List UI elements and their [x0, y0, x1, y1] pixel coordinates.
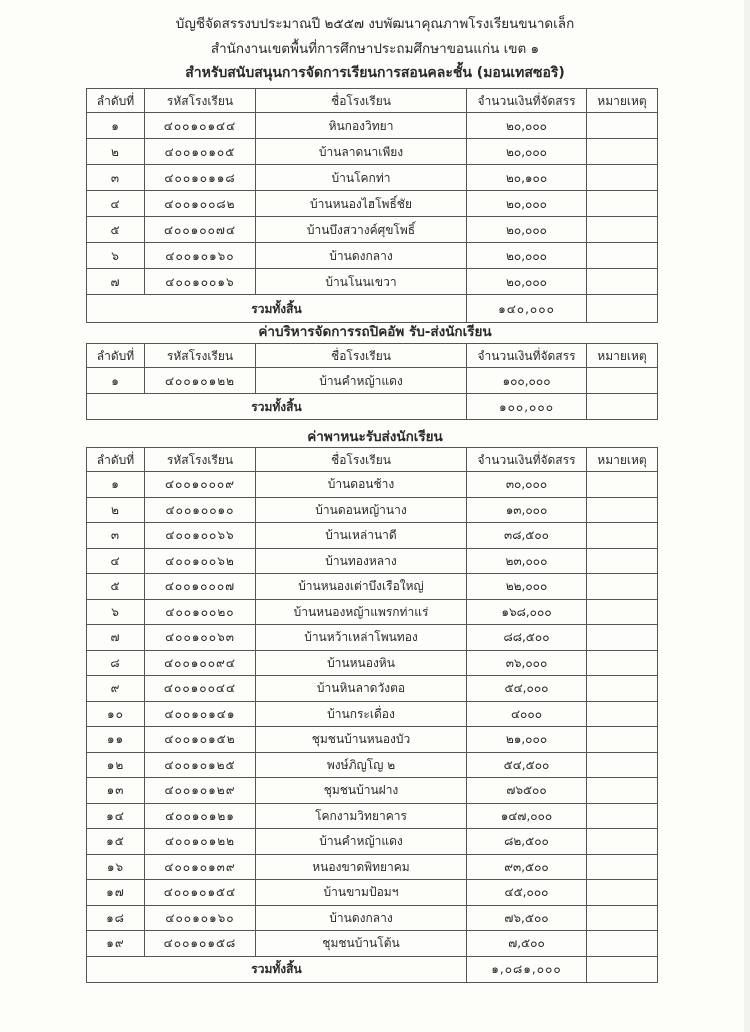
school-name: บ้านหว้าเหล่าโพนทอง [256, 625, 467, 651]
school-name: บ้านดงกลาง [256, 243, 467, 269]
school-name: หนองขาดพิทยาคม [256, 854, 467, 880]
school-name: บ้านหนองไฮโพธิ์ชัย [256, 191, 467, 217]
row-number: ๖ [87, 243, 145, 269]
col-header-note: หมายเหตุ [587, 89, 658, 113]
school-name: บ้านหนองหญ้าแพรกท่าแร่ [256, 599, 467, 625]
col-header-amount: จำนวนเงินที่จัดสรร [467, 448, 587, 472]
amount: ๕๔,๕๐๐ [467, 752, 587, 778]
school-name: ชุมชนบ้านหนองบัว [256, 727, 467, 753]
col-header-name: ชื่อโรงเรียน [256, 89, 467, 113]
row-number: ๑ [87, 368, 145, 394]
school-name: บ้านทองหลาง [256, 548, 467, 574]
school-code: ๔๐๐๑๐๑๔๔ [145, 113, 256, 139]
table-header-row [87, 344, 658, 368]
section1-title: สำหรับสนับสนุนการจัดการเรียนการสอนคละชั้น (มอนเทสซอริ) [185, 65, 565, 81]
note [587, 905, 658, 931]
table-total-row [87, 956, 658, 982]
row-number: ๔ [87, 191, 145, 217]
school-code: ๔๐๐๑๐๑๒๙ [145, 778, 256, 804]
total-amount: ๑๐๐,๐๐๐ [467, 394, 587, 420]
school-code: ๔๐๐๑๐๐๑๖ [145, 269, 256, 295]
note [587, 269, 658, 295]
total-note [587, 956, 658, 982]
table-row [87, 574, 658, 600]
amount: ๑๔๗,๐๐๐ [467, 803, 587, 829]
school-code: ๔๐๐๑๐๐๐๗ [145, 574, 256, 600]
note [587, 650, 658, 676]
row-number: ๓ [87, 165, 145, 191]
table-row [87, 139, 658, 165]
school-name: บ้านหนองเต่าบึงเรือใหญ่ [256, 574, 467, 600]
table-row [87, 269, 658, 295]
amount: ๓๐,๐๐๐ [467, 472, 587, 498]
school-name: บ้านเหล่านาดี [256, 523, 467, 549]
doc-subtitle: สำนักงานเขตพื้นที่การศึกษาประถมศึกษาขอนแก่น เขต ๑ [210, 41, 540, 57]
note [587, 165, 658, 191]
allocation-table-montessori [86, 88, 658, 323]
amount: ๙๓,๕๐๐ [467, 854, 587, 880]
table-row [87, 701, 658, 727]
row-number: ๑๒ [87, 752, 145, 778]
note [587, 676, 658, 702]
table-row [87, 778, 658, 804]
amount: ๔๕,๐๐๐ [467, 880, 587, 906]
table-row [87, 113, 658, 139]
school-code: ๔๐๐๑๐๐๖๒ [145, 548, 256, 574]
row-number: ๑๓ [87, 778, 145, 804]
row-number: ๓ [87, 523, 145, 549]
amount: ๘๒,๕๐๐ [467, 829, 587, 855]
school-name: บ้านดอนช้าง [256, 472, 467, 498]
table-row [87, 368, 658, 394]
col-header-name: ชื่อโรงเรียน [256, 448, 467, 472]
amount: ๗๖,๕๐๐ [467, 905, 587, 931]
total-amount: ๑๔๐,๐๐๐ [467, 295, 587, 323]
amount: ๕๔,๐๐๐ [467, 676, 587, 702]
table-row [87, 217, 658, 243]
note [587, 778, 658, 804]
row-number: ๕ [87, 574, 145, 600]
school-code: ๔๐๐๑๐๑๕๒ [145, 727, 256, 753]
table-row [87, 650, 658, 676]
row-number: ๗ [87, 625, 145, 651]
total-note [587, 394, 658, 420]
note [587, 497, 658, 523]
table-row [87, 854, 658, 880]
row-number: ๙ [87, 676, 145, 702]
col-header-note: หมายเหตุ [587, 448, 658, 472]
amount: ๑๖๘,๐๐๐ [467, 599, 587, 625]
table-total-row [87, 394, 658, 420]
row-number: ๕ [87, 217, 145, 243]
scan-edge [744, 0, 750, 1032]
note [587, 472, 658, 498]
school-code: ๔๐๐๑๐๑๖๐ [145, 243, 256, 269]
row-number: ๑ [87, 472, 145, 498]
total-amount: ๑,๐๘๑,๐๐๐ [467, 956, 587, 982]
table-row [87, 931, 658, 957]
school-code: ๔๐๐๑๐๐๔๔ [145, 676, 256, 702]
amount: ๒๑,๐๐๐ [467, 727, 587, 753]
table-row [87, 905, 658, 931]
row-number: ๑๖ [87, 854, 145, 880]
allocation-table-pickup [86, 343, 658, 420]
table-row [87, 523, 658, 549]
table-total-row [87, 295, 658, 323]
note [587, 243, 658, 269]
table-header-row [87, 448, 658, 472]
total-label: รวมทั้งสิ้น [87, 295, 467, 323]
table-row [87, 803, 658, 829]
note [587, 217, 658, 243]
table-row [87, 165, 658, 191]
note [587, 191, 658, 217]
school-name: ชุมชนบ้านโต้น [256, 931, 467, 957]
row-number: ๗ [87, 269, 145, 295]
note [587, 625, 658, 651]
total-note [587, 295, 658, 323]
row-number: ๑๐ [87, 701, 145, 727]
row-number: ๑๙ [87, 931, 145, 957]
school-code: ๔๐๐๑๐๑๓๙ [145, 854, 256, 880]
amount: ๒๐,๐๐๐ [467, 217, 587, 243]
note [587, 803, 658, 829]
row-number: ๑๘ [87, 905, 145, 931]
school-name: บ้านดอนหญ้านาง [256, 497, 467, 523]
section3-title: ค่าพาหนะรับส่งนักเรียน [307, 429, 443, 445]
school-name: บ้านกระเดื่อง [256, 701, 467, 727]
row-number: ๑๔ [87, 803, 145, 829]
table-row [87, 243, 658, 269]
school-name: บ้านคำหญ้าแดง [256, 368, 467, 394]
col-header-note: หมายเหตุ [587, 344, 658, 368]
note [587, 548, 658, 574]
allocation-table-transport [86, 447, 658, 983]
school-code: ๔๐๐๑๐๑๐๕ [145, 139, 256, 165]
table-row [87, 191, 658, 217]
note [587, 599, 658, 625]
table-row [87, 497, 658, 523]
amount: ๒๐,๐๐๐ [467, 139, 587, 165]
amount: ๘๘,๕๐๐ [467, 625, 587, 651]
school-name: บ้านขามป้อมฯ [256, 880, 467, 906]
col-header-code: รหัสโรงเรียน [145, 448, 256, 472]
amount: ๑๐๐,๐๐๐ [467, 368, 587, 394]
col-header-name: ชื่อโรงเรียน [256, 344, 467, 368]
note [587, 139, 658, 165]
col-header-amount: จำนวนเงินที่จัดสรร [467, 344, 587, 368]
amount: ๗,๕๐๐ [467, 931, 587, 957]
school-name: โคกงามวิทยาคาร [256, 803, 467, 829]
school-code: ๔๐๐๑๐๐๗๔ [145, 217, 256, 243]
col-header-amount: จำนวนเงินที่จัดสรร [467, 89, 587, 113]
school-name: บ้านโนนเขวา [256, 269, 467, 295]
table-row [87, 472, 658, 498]
note [587, 523, 658, 549]
school-code: ๔๐๐๑๐๑๖๐ [145, 905, 256, 931]
table-row [87, 880, 658, 906]
school-name: บ้านหินลาดวังตอ [256, 676, 467, 702]
note [587, 829, 658, 855]
school-code: ๔๐๐๑๐๐๙๔ [145, 650, 256, 676]
amount: ๒๐,๐๐๐ [467, 113, 587, 139]
school-code: ๔๐๐๑๐๐๒๐ [145, 599, 256, 625]
amount: ๓๖,๐๐๐ [467, 650, 587, 676]
amount: ๒๒,๐๐๐ [467, 574, 587, 600]
school-code: ๔๐๐๑๐๐๐๙ [145, 472, 256, 498]
school-name: บ้านลาดนาเพียง [256, 139, 467, 165]
school-code: ๔๐๐๑๐๑๒๕ [145, 752, 256, 778]
school-code: ๔๐๐๑๐๐๖๖ [145, 523, 256, 549]
doc-title: บัญชีจัดสรรงบประมาณปี ๒๕๕๗ งบพัฒนาคุณภาพโรงเรียนขนาดเล็ก [175, 16, 575, 32]
school-code: ๔๐๐๑๐๑๒๑ [145, 803, 256, 829]
amount: ๒๐,๐๐๐ [467, 269, 587, 295]
school-code: ๔๐๐๑๐๐๘๒ [145, 191, 256, 217]
school-name: ชุมชนบ้านฝาง [256, 778, 467, 804]
col-header-no: ลำดับที่ [87, 89, 145, 113]
school-name: บ้านหนองหิน [256, 650, 467, 676]
amount: ๒๐,๐๐๐ [467, 243, 587, 269]
col-header-no: ลำดับที่ [87, 344, 145, 368]
school-name: บ้านบึงสวางค์ศุขโพธิ์ [256, 217, 467, 243]
school-name: บ้านดงกลาง [256, 905, 467, 931]
note [587, 880, 658, 906]
row-number: ๒ [87, 497, 145, 523]
row-number: ๖ [87, 599, 145, 625]
table-header-row [87, 89, 658, 113]
school-name: บ้านคำหญ้าแดง [256, 829, 467, 855]
row-number: ๑๑ [87, 727, 145, 753]
note [587, 854, 658, 880]
amount: ๒๐,๑๐๐ [467, 165, 587, 191]
school-name: พงษ์ภิญโญ ๒ [256, 752, 467, 778]
amount: ๔๐๐๐ [467, 701, 587, 727]
row-number: ๑๗ [87, 880, 145, 906]
note [587, 727, 658, 753]
total-label: รวมทั้งสิ้น [87, 956, 467, 982]
table-row [87, 829, 658, 855]
table-row [87, 599, 658, 625]
note [587, 113, 658, 139]
row-number: ๑ [87, 113, 145, 139]
school-code: ๔๐๐๑๐๐๖๓ [145, 625, 256, 651]
school-code: ๔๐๐๑๐๑๑๘ [145, 165, 256, 191]
note [587, 368, 658, 394]
note [587, 574, 658, 600]
school-code: ๔๐๐๑๐๑๕๘ [145, 931, 256, 957]
note [587, 752, 658, 778]
amount: ๑๓,๐๐๐ [467, 497, 587, 523]
table-row [87, 727, 658, 753]
col-header-code: รหัสโรงเรียน [145, 344, 256, 368]
table-row [87, 752, 658, 778]
table-row [87, 625, 658, 651]
col-header-no: ลำดับที่ [87, 448, 145, 472]
school-name: บ้านโคกท่า [256, 165, 467, 191]
school-code: ๔๐๐๑๐๑๔๑ [145, 701, 256, 727]
note [587, 701, 658, 727]
school-code: ๔๐๐๑๐๐๑๐ [145, 497, 256, 523]
school-code: ๔๐๐๑๐๑๕๔ [145, 880, 256, 906]
amount: ๗๖๕๐๐ [467, 778, 587, 804]
row-number: ๒ [87, 139, 145, 165]
table-row [87, 548, 658, 574]
school-code: ๔๐๐๑๐๑๒๒ [145, 829, 256, 855]
school-code: ๔๐๐๑๐๑๒๒ [145, 368, 256, 394]
row-number: ๑๕ [87, 829, 145, 855]
total-label: รวมทั้งสิ้น [87, 394, 467, 420]
amount: ๒๓,๐๐๐ [467, 548, 587, 574]
row-number: ๘ [87, 650, 145, 676]
section2-title: ค่าบริหารจัดการรถปิคอัพ รับ-ส่งนักเรียน [258, 324, 492, 340]
note [587, 931, 658, 957]
table-row [87, 676, 658, 702]
school-name: หินกองวิทยา [256, 113, 467, 139]
col-header-code: รหัสโรงเรียน [145, 89, 256, 113]
row-number: ๔ [87, 548, 145, 574]
amount: ๒๐,๐๐๐ [467, 191, 587, 217]
amount: ๓๘,๕๐๐ [467, 523, 587, 549]
